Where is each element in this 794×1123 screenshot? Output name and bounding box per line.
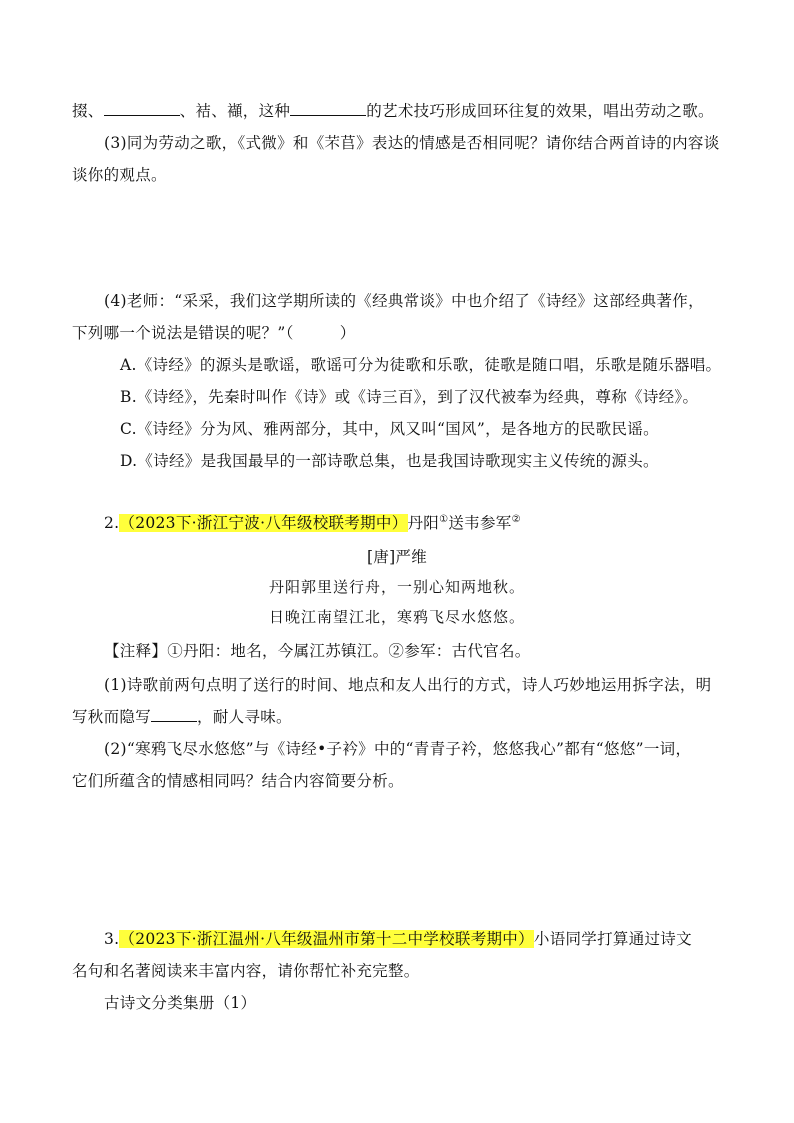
q1-sub4-line2: 下列哪一个说法是错误的呢？”（ ） <box>72 324 356 342</box>
q1-fill-line: 掇、 、袺、襭，这种 的艺术技巧形成回环往复的效果，唱出劳动之歌。 <box>72 102 714 120</box>
poem-title: 丹阳①送韦参军② <box>407 513 521 532</box>
q1-option-a: A.《诗经》的源头是歌谣，歌谣可分为徒歌和乐歌，徒歌是随口唱，乐歌是随乐器唱。 <box>120 356 722 374</box>
q1-option-b: B.《诗经》，先秦时叫作《诗》或《诗三百》，到了汉代被奉为经典，尊称《诗经》。 <box>120 388 699 406</box>
poem-line-1: 丹阳郭里送行舟，一别心知两地秋。 <box>268 578 525 596</box>
q3-source-highlight: （2023下·浙江温州·八年级温州市第十二中学校联考期中） <box>119 930 534 948</box>
q2-header: 2.（2023下·浙江宁波·八年级校联考期中）丹阳①送韦参军② <box>104 513 521 532</box>
q3-header: 3.（2023下·浙江温州·八年级温州市第十二中学校联考期中）小语同学打算通过诗文 <box>104 930 692 948</box>
q1-sub3-line2: 谈你的观点。 <box>72 166 167 184</box>
q2-sub1-line1: (1)诗歌前两句点明了送行的时间、地点和友人出行的方式，诗人巧妙地运用拆字法，明 <box>104 676 712 694</box>
poem-annotation: 【注释】①丹阳：地名，今属江苏镇江。②参军：古代官名。 <box>104 642 531 660</box>
q1-option-c: C.《诗经》分为风、雅两部分，其中，风又叫“国风”，是各地方的民歌民谣。 <box>120 420 659 438</box>
answer-blank-1[interactable] <box>104 100 180 116</box>
q2-sub2-line1: (2)“寒鸦飞尽水悠悠”与《诗经•子衿》中的“青青子衿，悠悠我心”都有“悠悠”一词， <box>104 740 692 758</box>
q1-sub3-line1: (3)同为劳动之歌，《式微》和《芣苢》表达的情感是否相同呢？请你结合两首诗的内容谈 <box>104 134 720 152</box>
answer-blank-2[interactable] <box>290 100 366 116</box>
q1-option-d: D.《诗经》是我国最早的一部诗歌总集，也是我国诗歌现实主义传统的源头。 <box>120 452 659 470</box>
poem-author: [唐]严维 <box>366 548 428 566</box>
q2-source-highlight: （2023下·浙江宁波·八年级校联考期中） <box>119 514 408 532</box>
q2-sub2-line2: 它们所蕴含的情感相同吗？结合内容简要分析。 <box>72 772 404 790</box>
q1-sub4-line1: (4)老师：“采采，我们这学期所读的《经典常谈》中也介绍了《诗经》这部经典著作， <box>104 292 704 310</box>
q2-sub1-line2: 写秋而隐写 ，耐人寻味。 <box>72 708 292 726</box>
q3-line2: 名句和名著阅读来丰富内容，请你帮忙补充完整。 <box>72 962 420 980</box>
q3-section-title: 古诗文分类集册（1） <box>104 994 257 1012</box>
answer-blank-3[interactable] <box>151 706 197 722</box>
poem-line-2: 日晚江南望江北，寒鸦飞尽水悠悠。 <box>268 608 525 626</box>
